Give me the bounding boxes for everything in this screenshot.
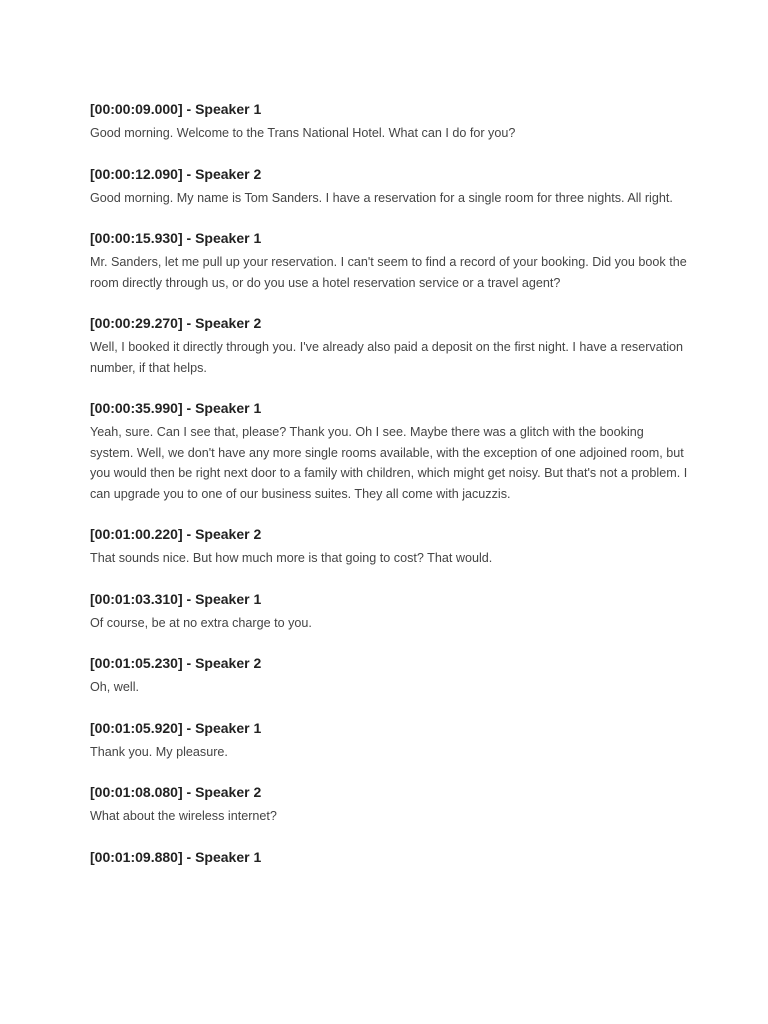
entry-speaker: Speaker 1 — [195, 101, 262, 117]
entry-header — [90, 525, 688, 543]
transcript-entry — [90, 399, 688, 504]
entry-header — [90, 719, 688, 737]
transcript-entry — [90, 590, 688, 634]
entry-text: Yeah, sure. Can I see that, please? Thank you. Oh I see. Maybe there was a glitch with the booking system. Well, we don't have any more single rooms available, with the exception of one adjoined room, but you would then be right next door to a family with children, which might get noisy. But that's not a problem. I can upgrade you to one of our business suites. They all come with jacuzzis. — [90, 425, 688, 501]
transcript-entry — [90, 229, 688, 293]
entry-speaker: Speaker 1 — [195, 400, 262, 416]
transcript-entry — [90, 848, 688, 866]
entry-text: Good morning. Welcome to the Trans National Hotel. What can I do for you? — [90, 126, 516, 140]
entry-separator: - — [182, 230, 196, 246]
entry-timestamp: [00:01:00.220] — [90, 526, 183, 542]
entry-timestamp: [00:01:05.230] — [90, 655, 183, 671]
entry-header — [90, 229, 688, 247]
entry-separator: - — [182, 315, 196, 331]
entry-header — [90, 314, 688, 332]
entry-separator: - — [182, 165, 196, 182]
transcript-entry — [90, 783, 688, 827]
entry-text: What about the wireless internet? — [90, 809, 277, 823]
entry-text: Good morning. My name is Tom Sanders. I have a reservation for a single room for three nights. All right. — [90, 190, 673, 205]
transcript-entry — [90, 100, 688, 144]
entry-text: Oh, well. — [90, 680, 139, 694]
transcript-entry — [90, 314, 688, 378]
entry-speaker: Speaker 2 — [195, 315, 262, 331]
entry-speaker: Speaker 2 — [195, 165, 262, 182]
entry-header — [90, 654, 688, 672]
entry-separator: - — [182, 590, 196, 607]
entry-timestamp: [00:01:03.310] — [90, 590, 183, 607]
entry-text: Of course, be at no extra charge to you. — [90, 615, 312, 630]
entry-header — [90, 848, 688, 866]
entry-timestamp: [00:01:08.080] — [90, 784, 183, 800]
entry-text: Well, I booked it directly through you. I've already also paid a deposit on the first night. I have a reservation number, if that helps. — [90, 340, 684, 375]
entry-separator: - — [182, 784, 196, 800]
entry-separator: - — [182, 526, 196, 542]
transcript-entry — [90, 165, 688, 209]
entry-speaker: Speaker 2 — [195, 526, 262, 542]
transcript-entry — [90, 525, 688, 569]
entry-separator: - — [182, 719, 196, 736]
entry-separator: - — [182, 400, 196, 416]
entry-text: That sounds nice. But how much more is that going to cost? That would. — [90, 551, 493, 565]
entry-timestamp: [00:00:12.090] — [90, 165, 183, 182]
entry-timestamp: [00:00:15.930] — [90, 230, 183, 246]
entry-timestamp: [00:00:29.270] — [90, 315, 183, 331]
entry-speaker: Speaker 2 — [195, 655, 262, 671]
transcript — [90, 100, 688, 866]
entry-timestamp: [00:00:35.990] — [90, 400, 183, 416]
entry-text: Mr. Sanders, let me pull up your reservation. I can't seem to find a record of your booking. Did you book the room directly through us, or do you use a hotel reservation service or a travel agent? — [90, 255, 687, 290]
entry-text: Thank you. My pleasure. — [90, 744, 228, 759]
entry-speaker: Speaker 1 — [195, 590, 262, 607]
entry-timestamp: [00:00:09.000] — [90, 101, 183, 117]
entry-header — [90, 783, 688, 801]
entry-header — [90, 100, 688, 118]
entry-speaker: Speaker 2 — [195, 784, 262, 800]
entry-speaker: Speaker 1 — [195, 719, 262, 736]
entry-separator: - — [182, 101, 196, 117]
entry-speaker: Speaker 1 — [195, 230, 262, 246]
entry-timestamp: [00:01:05.920] — [90, 719, 183, 736]
entry-speaker: Speaker 1 — [195, 848, 262, 865]
entry-header — [90, 399, 688, 417]
entry-header — [90, 590, 688, 608]
transcript-entry — [90, 719, 688, 763]
entry-timestamp: [00:01:09.880] — [90, 848, 183, 865]
entry-separator: - — [182, 655, 196, 671]
transcript-entry — [90, 654, 688, 698]
entry-separator: - — [182, 848, 196, 865]
entry-header — [90, 165, 688, 183]
